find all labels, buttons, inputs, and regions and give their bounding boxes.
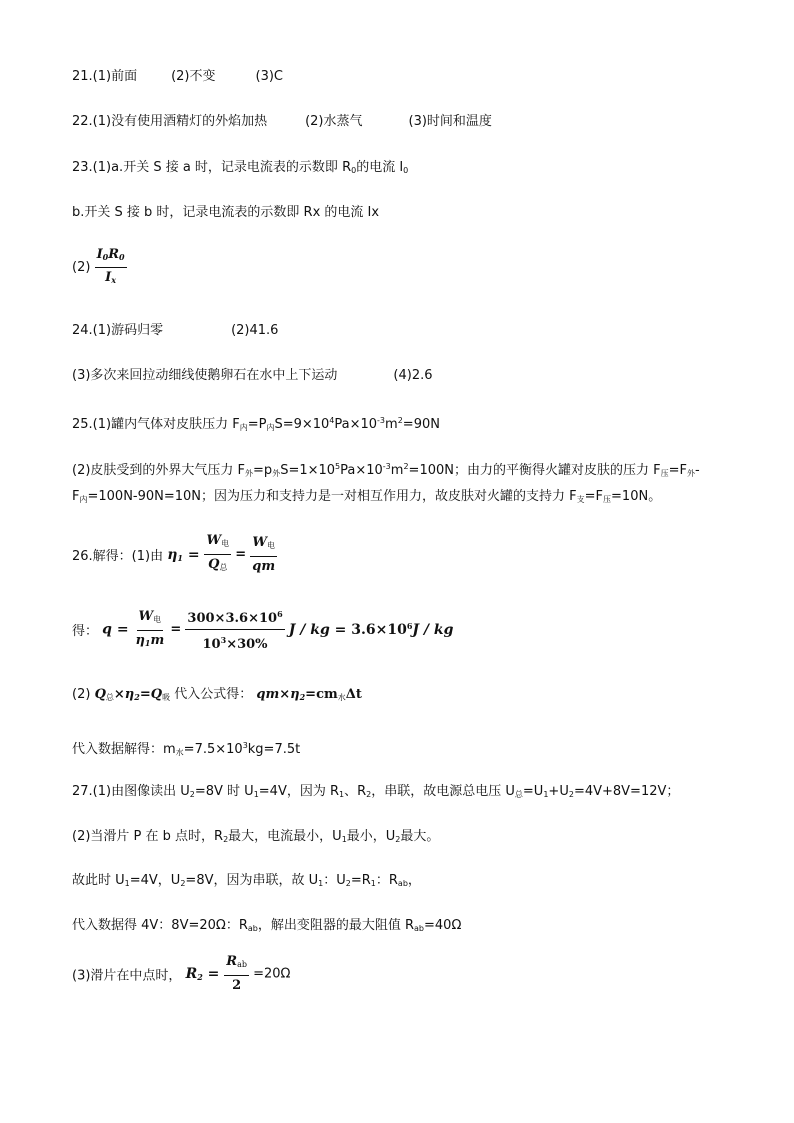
formula-26-part2-sub: $qm\times\eta_2=cm_水\Delta t$ xyxy=(256,687,362,702)
answer-25-line1: 25.(1)罐内气体对皮肤压力 $F_内=P_内S=9\times 10^4Pa\times 10^{-3}m^2=90N$ xyxy=(72,416,440,432)
answer-27-line1: 27.(1)由图像读出 $U_2=8V$ 时 $U_1=4V$，因为 $R_1$、$R_2$，串联，故电源总电压 $U_总=U_1+U_2=4V+8V=12V$； xyxy=(72,784,680,799)
answer-22 xyxy=(72,114,492,130)
formula-23: $\frac{I_0R_0}{I_x}$ xyxy=(96,247,125,285)
answer-24-line1: 24.(1)游码归零 (2)41.6 xyxy=(72,323,279,338)
formula-26-eff-1: $\frac{W_电}{Q_总}$ xyxy=(206,533,230,572)
answer-27-line2: (2)当滑片 P 在 b 点时，$R_2$最大，电流最小，$U_1$最小，$U_2$最大。 xyxy=(72,829,440,844)
answer-24-line2: (3)多次来回拉动细线使鹅卵石在水中上下运动 (4)2.6 xyxy=(72,368,433,383)
answer-26-line3: (2) $Q_总\times\eta_2=Q_吸$ 代入公式得： $qm\times\eta_2=cm_水\Delta t$ xyxy=(72,687,362,702)
answer-21-part1: 21.(1)前面 xyxy=(72,69,138,84)
answer-21 xyxy=(72,69,283,85)
answer-21-part2: (2)不变 xyxy=(171,69,216,84)
answer-22-part1: 22.(1)没有使用酒精灯的外焰加热 xyxy=(72,114,268,129)
answer-27-line4: 代入数据得 4V：8V=20Ω：$R_{ab}$，解出变阻器的最大阻值 $R_{ab}=40\Omega$ xyxy=(72,918,462,933)
answer-25-line2: (2)皮肤受到的外界大气压力 $F_外=p_外S=1\times 10^5Pa\times 10^{-3}m^2=100N$；由力的平衡得火罐对皮肤的压力 $F_压=F_外-$ xyxy=(72,462,700,478)
answer-27-line3: 故此时 $U_1=4V$，$U_2=8V$，因为串联，故 $U_1$：$U_2=R_1$：$R_{ab}$， xyxy=(72,873,421,888)
formula-26-q-1: $\frac{W_电}{\eta_1m}$ xyxy=(135,608,165,648)
answer-25-line3: $F_内=100N-90N=10N$；因为压力和支持力是一对相互作用力，故皮肤对火罐的支持力 $F_支=F_压=10N$。 xyxy=(72,489,662,504)
formula-26-part2: $Q_总\times\eta_2=Q_吸$ xyxy=(94,687,171,702)
answer-26-line1: 26.解得：(1)由 $\eta_1$ = $\frac{W_电}{Q_总}$ = $\frac{W_电}{qm}$ xyxy=(72,532,277,577)
answer-22-part2: (2)水蒸气 xyxy=(305,114,363,129)
formula-26-q-2: $\frac{300\times 3.6\times 10^6}{10^3\times 30\%}$ xyxy=(185,605,284,654)
answer-26-line2: 得： q = $\frac{W_电}{\eta_1m}$ = $\frac{300\times 3.6\times 10^6}{10^3\times 30\%}$ J / kg = $3.6\times 10^6J$ / kg xyxy=(72,605,453,654)
answer-21-part3: (3)C xyxy=(255,69,284,84)
formula-26-eff-2: $\frac{W_电}{qm}$ xyxy=(252,534,276,574)
answer-23-part2: (2) $\frac{I_0R_0}{I_x}$ xyxy=(72,246,127,289)
answer-23-line2: b.开关 S 接 b 时，记录电流表的示数即 Rx 的电流 Ix xyxy=(72,205,380,220)
answer-22-part3: (3)时间和温度 xyxy=(408,114,492,129)
answer-26-line4: 代入数据解得：$m_水=7.5\times 10^3kg=7.5t$ xyxy=(72,741,301,757)
formula-27-r2: $\frac{R_{ab}}{2}$ xyxy=(226,954,247,993)
answer-27-line5: (3)滑片在中点时， $R_2$ = $\frac{R_{ab}}{2}$ =20Ω xyxy=(72,954,291,993)
answer-23-line1: 23.(1)a.开关 S 接 a 时，记录电流表的示数即 $R_0$的电流 $I_0$ xyxy=(72,160,409,175)
